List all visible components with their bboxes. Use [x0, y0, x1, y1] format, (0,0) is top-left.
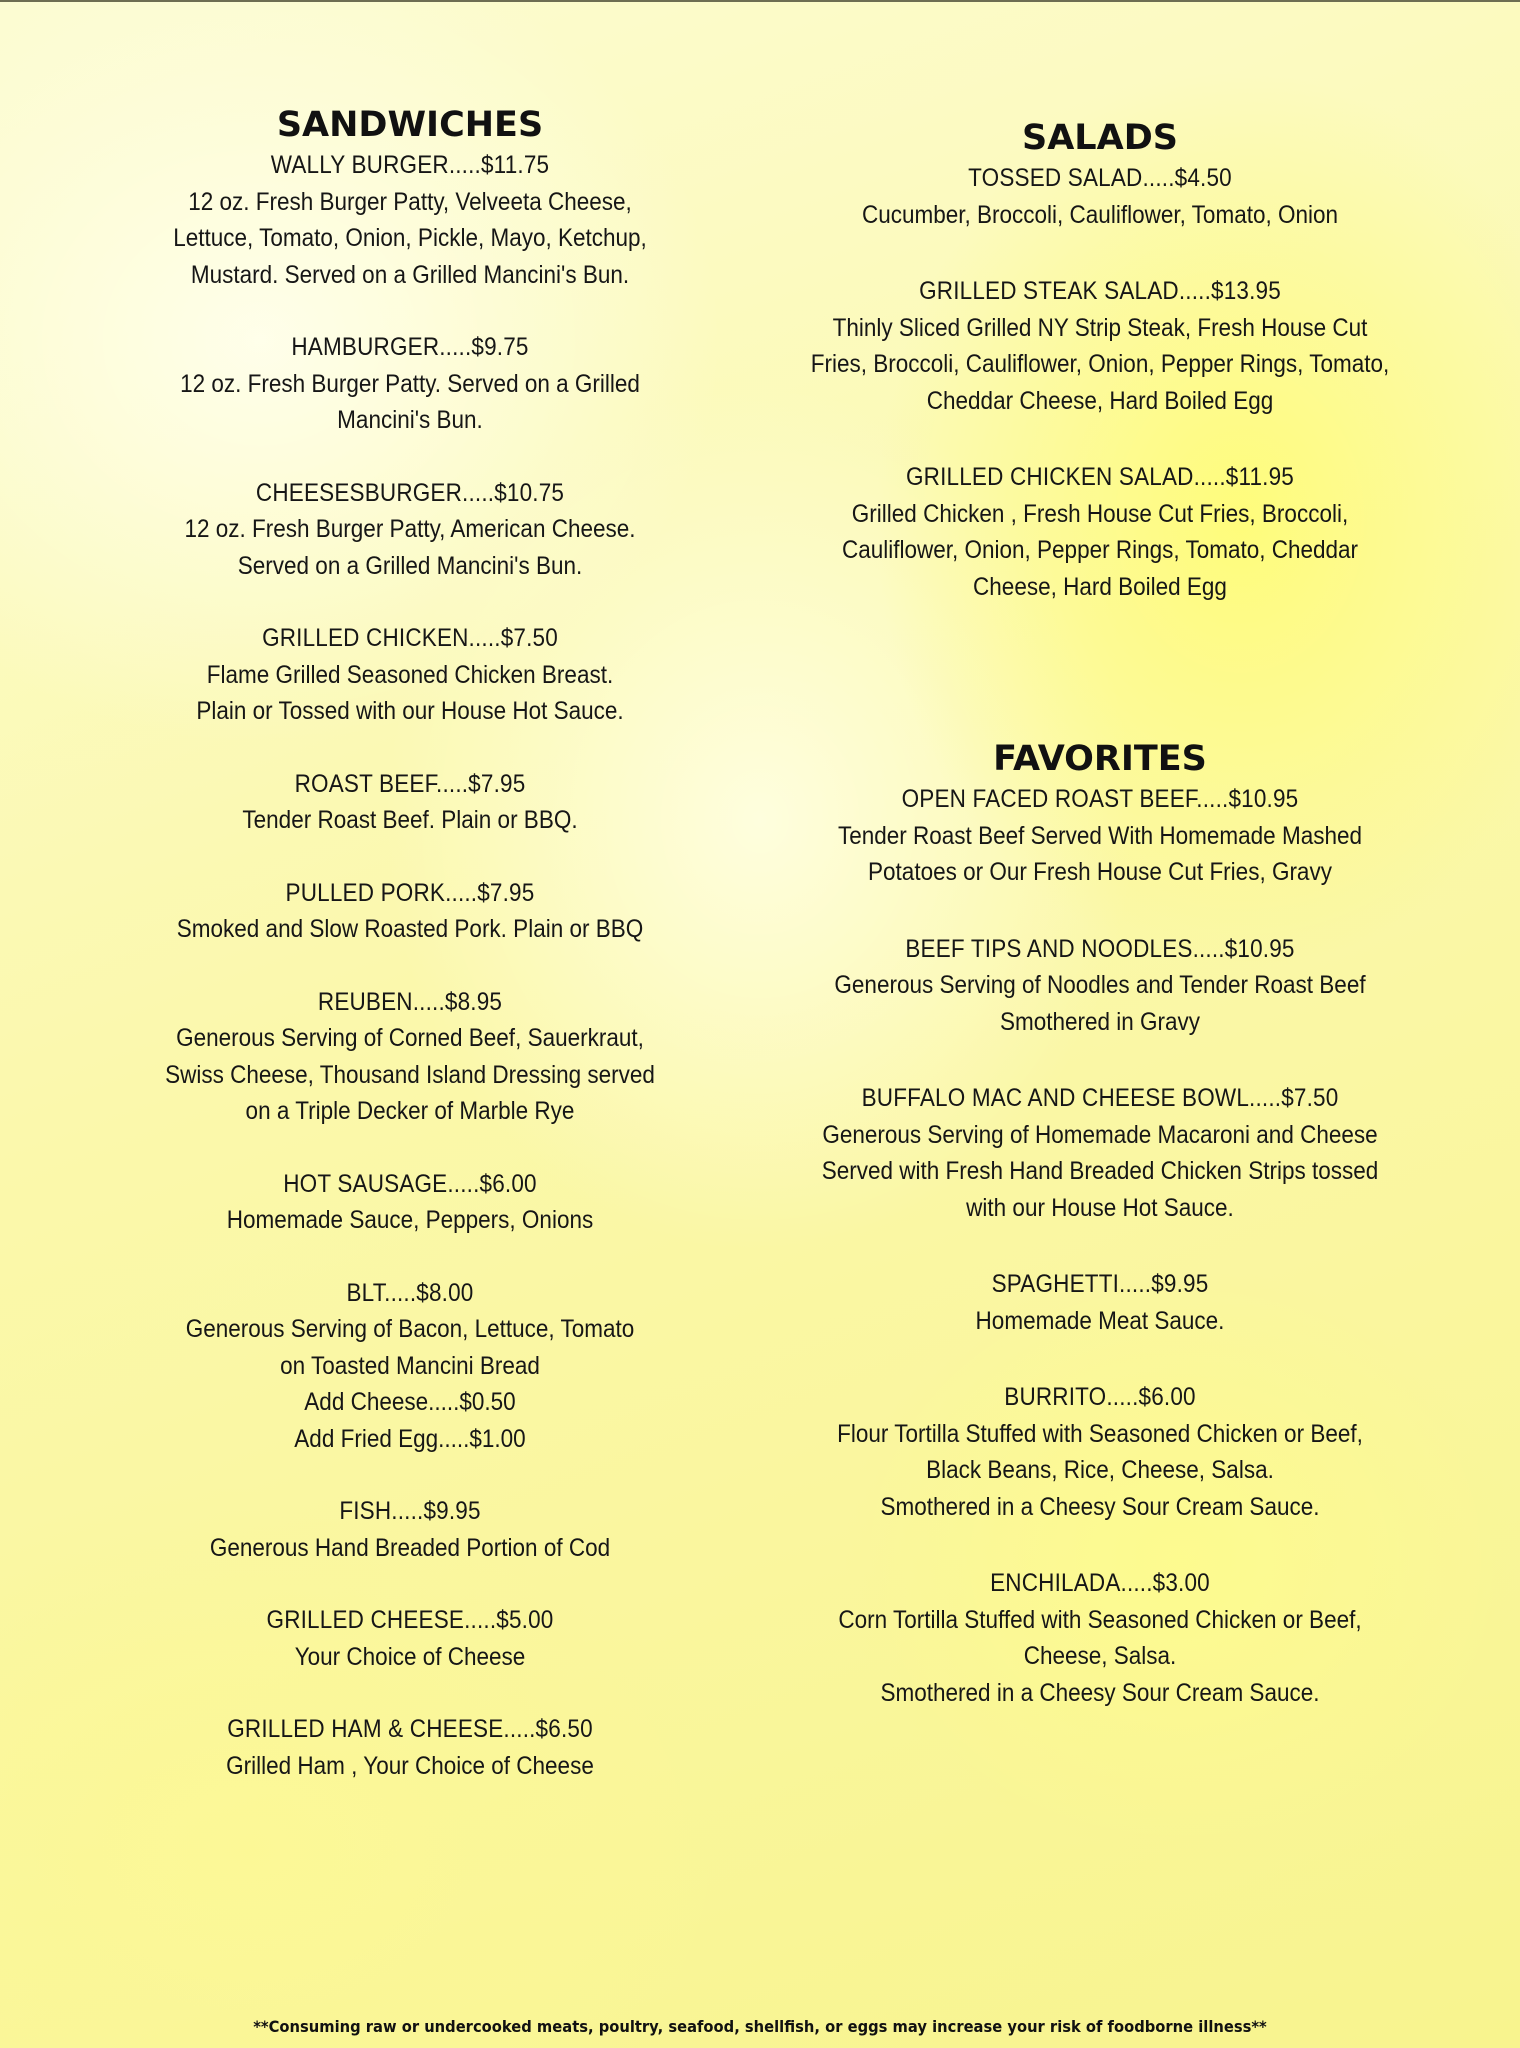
menu-item	[110, 147, 710, 293]
menu-item-description-line: Served with Fresh Hand Breaded Chicken Strips tossed	[821, 1157, 1379, 1185]
menu-item-name: HOT SAUSAGE.....$6.00	[283, 1169, 537, 1198]
menu-item-add-on: Add Fried Egg.....$1.00	[294, 1424, 526, 1453]
menu-item-name: WALLY BURGER.....$11.75	[270, 151, 550, 179]
menu-item	[110, 875, 710, 948]
menu-item-description-line: 12 oz. Fresh Burger Patty. Served on a Grilled	[180, 369, 640, 398]
menu-item-name: SPAGHETTI.....$9.95	[991, 1270, 1209, 1298]
salads-heading: SALADS	[1022, 118, 1178, 158]
menu-item	[735, 160, 1465, 233]
menu-item-description-line: Smoked and Slow Roasted Pork. Plain or BBQ	[176, 915, 644, 943]
menu-item-description-line: on Toasted Mancini Bread	[280, 1351, 540, 1380]
menu-item-description-line: Cheddar Cheese, Hard Boiled Egg	[926, 386, 1274, 415]
favorites-heading: FAVORITES	[993, 739, 1207, 779]
menu-item-name: HAMBURGER.....$9.75	[291, 333, 529, 361]
menu-item-description-line: Homemade Sauce, Peppers, Onions	[226, 1206, 594, 1234]
menu-item-description-line: Smothered in a Cheesy Sour Cream Sauce.	[880, 1492, 1320, 1521]
food-safety-notice: **Consuming raw or undercooked meats, poultry, seafood, shellfish, or eggs may increase your risk of foodborne illness**	[253, 2017, 1267, 2036]
menu-item-description-line: Smothered in a Cheesy Sour Cream Sauce.	[880, 1678, 1320, 1707]
menu-item-description-line: Swiss Cheese, Thousand Island Dressing served	[165, 1060, 655, 1089]
menu-item-description-line: Served on a Grilled Mancini's Bun.	[237, 551, 583, 580]
menu-item-name: ROAST BEEF.....$7.95	[294, 769, 526, 798]
menu-item-name: GRILLED CHEESE.....$5.00	[266, 1606, 554, 1634]
menu-item-description-line: on a Triple Decker of Marble Rye	[245, 1097, 575, 1125]
menu-item	[110, 766, 710, 839]
menu-item	[735, 273, 1465, 419]
menu-item-name: PULLED PORK.....$7.95	[285, 878, 535, 907]
favorites-list	[735, 781, 1465, 1711]
menu-item-description-line: Grilled Chicken , Fresh House Cut Fries, Broccoli,	[851, 499, 1349, 528]
right-column	[735, 116, 1465, 1711]
menu-item-description-line: Corn Tortilla Stuffed with Seasoned Chicken or Beef,	[838, 1605, 1362, 1634]
menu-item-description-line: Cucumber, Broccoli, Cauliflower, Tomato, Onion	[861, 200, 1339, 229]
menu-item-description-line: Black Beans, Rice, Cheese, Salsa.	[926, 1456, 1274, 1484]
menu-item-description-line: Tender Roast Beef Served With Homemade Mashed	[837, 821, 1362, 850]
menu-item-name: CHEESESBURGER.....$10.75	[255, 478, 565, 507]
menu-item-description-line: Homemade Meat Sauce.	[975, 1306, 1225, 1335]
menu-item	[110, 475, 710, 585]
menu-item	[735, 1266, 1465, 1339]
salads-list	[735, 160, 1465, 605]
menu-item	[110, 1275, 710, 1458]
menu-item-description-line: Cheese, Salsa.	[1023, 1642, 1177, 1670]
menu-item	[110, 1166, 710, 1239]
menu-item-description-line: Smothered in Gravy	[999, 1007, 1201, 1036]
menu-item-description-line: Fries, Broccoli, Cauliflower, Onion, Pepper Rings, Tomato,	[810, 350, 1390, 378]
page-top-edge	[0, 0, 1520, 2]
menu-item	[735, 1565, 1465, 1711]
menu-item-description-line: Your Choice of Cheese	[294, 1642, 526, 1671]
menu-item-description-line: Flour Tortilla Stuffed with Seasoned Chicken or Beef,	[837, 1419, 1363, 1448]
menu-item-name: ENCHILADA.....$3.00	[990, 1569, 1210, 1597]
menu-item	[110, 1711, 710, 1784]
menu-item-description-line: Generous Serving of Corned Beef, Sauerkraut,	[176, 1024, 644, 1052]
sandwiches-heading: SANDWICHES	[276, 105, 544, 145]
menu-item	[110, 620, 710, 730]
menu-item-name: FISH.....$9.95	[339, 1497, 481, 1525]
menu-item-description-line: Generous Serving of Noodles and Tender Roast Beef	[834, 971, 1366, 999]
menu-item-name: BURRITO.....$6.00	[1004, 1383, 1196, 1411]
menu-item-description-line: Cauliflower, Onion, Pepper Rings, Tomato, Cheddar	[841, 536, 1359, 564]
menu-item-description-line: Tender Roast Beef. Plain or BBQ.	[242, 806, 578, 834]
menu-item	[110, 984, 710, 1130]
menu-item-description-line: Grilled Ham , Your Choice of Cheese	[226, 1751, 594, 1780]
menu-item-description-line: 12 oz. Fresh Burger Patty, American Cheese.	[184, 515, 636, 543]
menu-item-name: GRILLED HAM & CHEESE.....$6.50	[227, 1715, 593, 1743]
menu-item	[735, 1080, 1465, 1226]
menu-item	[110, 1493, 710, 1566]
menu-item-name: GRILLED CHICKEN SALAD.....$11.95	[905, 463, 1294, 491]
menu-item	[735, 1379, 1465, 1525]
menu-item-description-line: Mustard. Served on a Grilled Mancini's Bun.	[190, 260, 630, 289]
menu-item-description-line: with our House Hot Sauce.	[966, 1193, 1234, 1222]
menu-item-name: GRILLED STEAK SALAD.....$13.95	[919, 277, 1281, 305]
menu-item-name: BEEF TIPS AND NOODLES.....$10.95	[905, 934, 1295, 963]
menu-item-description-line: Lettuce, Tomato, Onion, Pickle, Mayo, Ketchup,	[173, 224, 647, 252]
menu-item	[110, 1602, 710, 1675]
menu-item	[110, 329, 710, 439]
menu-item-description-line: Cheese, Hard Boiled Egg	[973, 572, 1227, 601]
menu-item-name: GRILLED CHICKEN.....$7.50	[262, 624, 558, 652]
menu-item-description-line: 12 oz. Fresh Burger Patty, Velveeta Cheese,	[188, 187, 632, 216]
menu-item	[735, 931, 1465, 1041]
menu-item-description-line: Generous Serving of Bacon, Lettuce, Tomato	[185, 1315, 635, 1343]
menu-item-name: REUBEN.....$8.95	[317, 987, 503, 1016]
menu-item-description-line: Thinly Sliced Grilled NY Strip Steak, Fresh House Cut	[832, 313, 1368, 342]
menu-item-description-line: Generous Serving of Homemade Macaroni and Cheese	[822, 1120, 1378, 1149]
menu-item-description-line: Generous Hand Breaded Portion of Cod	[209, 1533, 611, 1562]
menu-item	[735, 459, 1465, 605]
sandwiches-list	[110, 147, 710, 1784]
menu-item-description-line: Mancini's Bun.	[337, 406, 483, 434]
menu-item-name: TOSSED SALAD.....$4.50	[968, 164, 1232, 192]
menu-item-add-on: Add Cheese.....$0.50	[304, 1388, 516, 1416]
menu-item	[735, 781, 1465, 891]
menu-item-name: OPEN FACED ROAST BEEF.....$10.95	[901, 785, 1299, 813]
menu-item-description-line: Flame Grilled Seasoned Chicken Breast.	[206, 660, 614, 689]
sandwiches-column	[110, 103, 710, 1784]
menu-item-name: BUFFALO MAC AND CHEESE BOWL.....$7.50	[861, 1084, 1339, 1112]
menu-item-description-line: Plain or Tossed with our House Hot Sauce.	[196, 697, 624, 725]
menu-item-name: BLT.....$8.00	[346, 1278, 474, 1307]
menu-item-description-line: Potatoes or Our Fresh House Cut Fries, Gravy	[868, 858, 1332, 886]
